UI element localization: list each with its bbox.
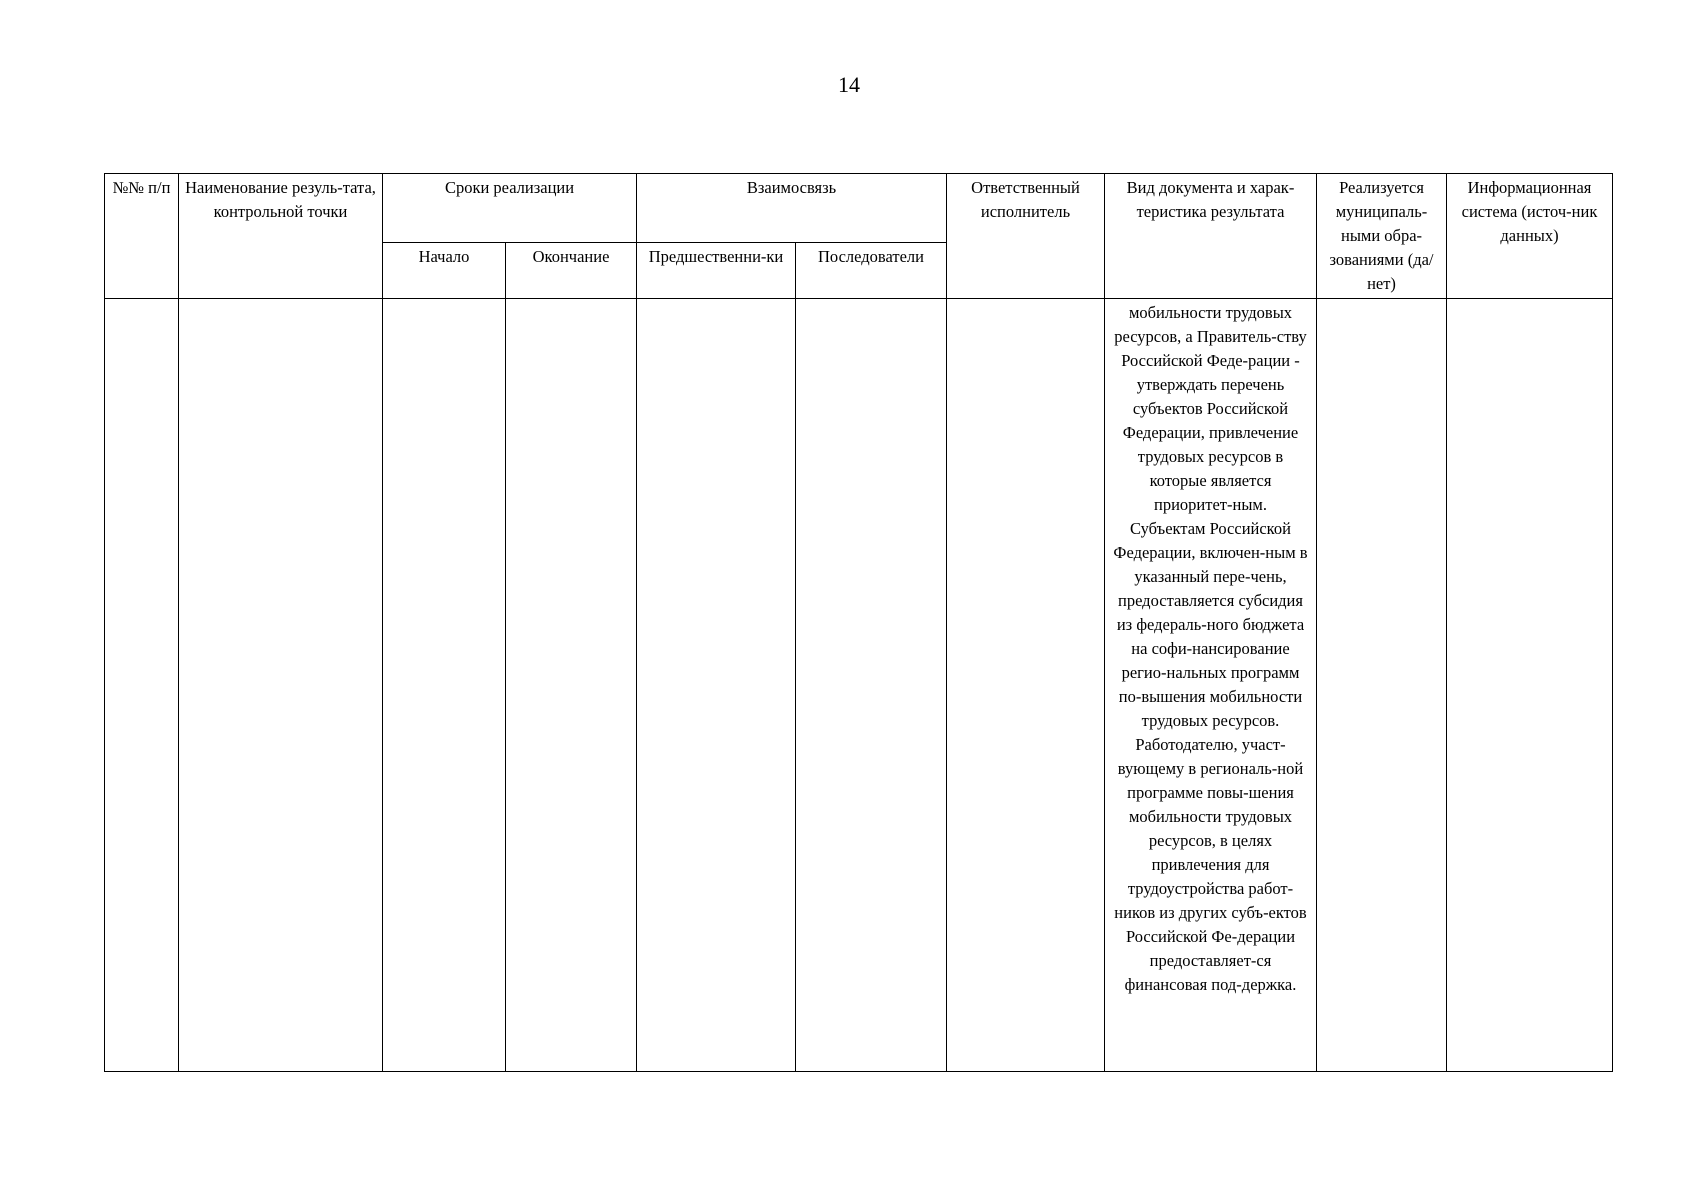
cell-successors <box>796 299 947 1072</box>
doc-type-paragraph: Работодателю, участ-вующему в региональ-ной программе повы-шения мобильности трудовых ресурсов, в целях привлечения для трудоустройства работ-ников из других субъ-ектов Российской Фе-дерации предоставляет-ся финансовая под-держка. <box>1114 735 1307 994</box>
cell-start <box>383 299 506 1072</box>
cell-num <box>105 299 179 1072</box>
cell-doc-type <box>1105 299 1317 1072</box>
header-successors: Последователи <box>796 243 947 299</box>
header-responsible: Ответственный исполнитель <box>947 174 1105 299</box>
header-end: Окончание <box>506 243 637 299</box>
cell-info-system <box>1447 299 1613 1072</box>
header-municipal: Реализуется муниципаль-ными обра-зованиями (да/нет) <box>1317 174 1447 299</box>
header-doc-type: Вид документа и харак-теристика результата <box>1105 174 1317 299</box>
cell-end <box>506 299 637 1072</box>
cell-name <box>179 299 383 1072</box>
header-start: Начало <box>383 243 506 299</box>
cell-predecessors <box>637 299 796 1072</box>
header-predecessors: Предшественни-ки <box>637 243 796 299</box>
header-name: Наименование резуль-тата, контрольной точки <box>179 174 383 299</box>
header-timing: Сроки реализации <box>383 174 637 243</box>
document-table <box>104 173 1613 1072</box>
table-row <box>105 299 1613 1072</box>
doc-type-paragraph: Субъектам Российской Федерации, включен-ным в указанный пере-чень, предоставляется субсидия из федераль-ного бюджета на софи-нансирование регио-нальных программ по-вышения мобильности трудовых ресурсов. <box>1113 519 1308 730</box>
cell-municipal <box>1317 299 1447 1072</box>
header-relation: Взаимосвязь <box>637 174 947 243</box>
header-num: №№ п/п <box>105 174 179 299</box>
header-info-system: Информационная система (источ-ник данных) <box>1447 174 1613 299</box>
doc-type-paragraph: мобильности трудовых ресурсов, а Правитель-ству Российской Феде-рации - утверждать перечень субъектов Российской Федерации, привлечение трудовых ресурсов в которые является приоритет-ным. <box>1114 303 1307 514</box>
cell-responsible <box>947 299 1105 1072</box>
page-number: 14 <box>838 72 860 97</box>
